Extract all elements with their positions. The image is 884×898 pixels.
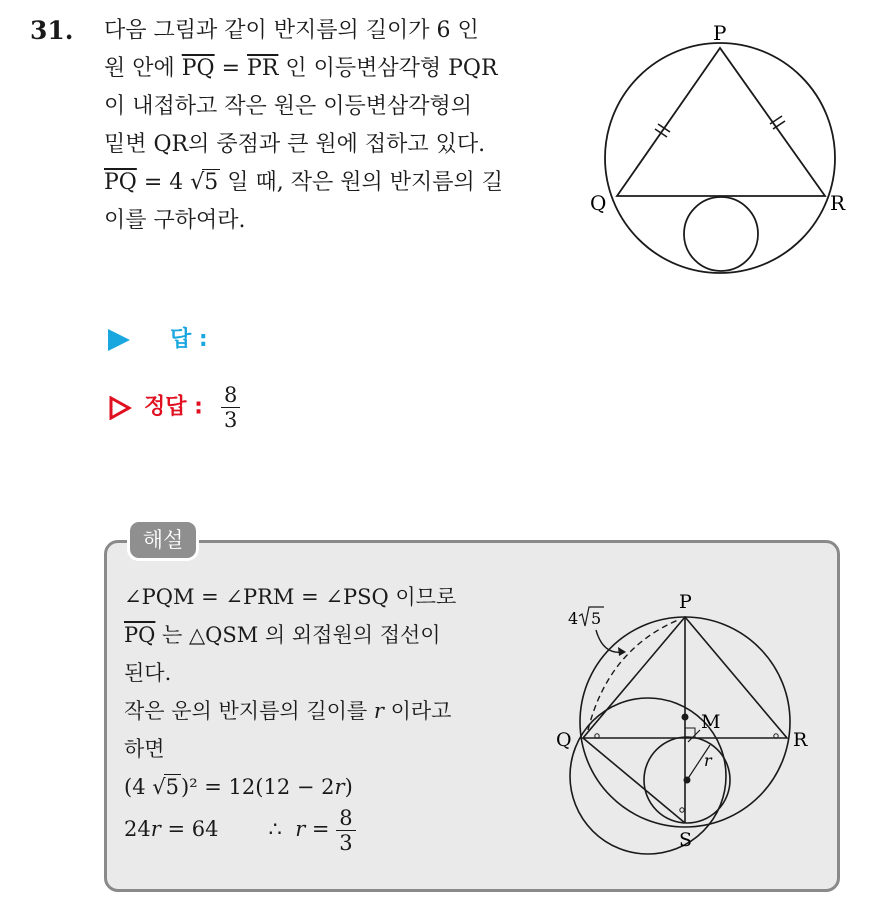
var-r: r <box>373 699 384 723</box>
question-line-6: 이를 구하여라. <box>104 208 246 233</box>
text-run: 이라고 <box>383 699 452 723</box>
var-r: r <box>295 817 306 841</box>
solution-line-7 <box>124 806 544 855</box>
text-run: 24 <box>124 817 151 841</box>
fraction-numerator: 8 <box>336 806 355 831</box>
label-p: P <box>713 21 727 45</box>
var-r: r <box>334 775 345 799</box>
text-run: 는 △QSM 의 외접원의 접선이 <box>155 623 441 647</box>
segment-pq: $\overline{PQ}$ <box>124 623 156 647</box>
text-run: ) <box>344 775 353 799</box>
text-run: 작은 운의 반지름의 길이를 <box>124 699 374 723</box>
play-icon <box>108 329 130 351</box>
var-r: r <box>150 817 161 841</box>
solution-line-2 <box>124 616 544 654</box>
fraction-denominator: 3 <box>339 831 353 855</box>
correct-answer-row <box>108 383 240 432</box>
angle-mark-s <box>680 808 684 812</box>
label-r: R <box>830 191 846 215</box>
correct-answer-fraction <box>221 383 240 432</box>
text-run: = <box>214 56 248 81</box>
fraction-denominator: 3 <box>223 408 238 432</box>
question-line-1: 다음 그림과 같이 반지름의 길이가 6 인 <box>104 18 479 43</box>
label-s: S <box>679 829 693 851</box>
solution-line-6 <box>124 768 544 806</box>
solution-fraction <box>336 806 355 855</box>
sqrt-radicand: 5 <box>165 775 179 799</box>
point-center-big <box>682 714 689 721</box>
answer-label: 답 : <box>170 327 208 352</box>
label-len-4: 4 <box>568 609 579 628</box>
solution-line-4 <box>124 692 544 730</box>
therefore-symbol: ∴ <box>268 817 282 841</box>
text-run: = <box>305 817 330 841</box>
text-run: (4 √ <box>124 775 166 799</box>
solution-line-3: 된다. <box>124 661 172 685</box>
segment-pq: $\overline{PQ}$ <box>181 56 215 81</box>
fraction-numerator: 8 <box>221 383 240 408</box>
answer-row <box>108 322 208 353</box>
text-run: )² = 12(12 − 2 <box>181 775 335 799</box>
arrowhead <box>618 647 626 656</box>
correct-answer-label: 정답 : <box>144 394 203 420</box>
question-figure <box>585 18 855 288</box>
segment-pr: $\overline{PR}$ <box>247 56 279 81</box>
tick-marks <box>655 116 785 137</box>
question-line-4: 밑변 QR의 중점과 큰 원에 접하고 있다. <box>104 132 486 157</box>
label-q: Q <box>590 191 607 215</box>
point-center-small <box>684 777 691 784</box>
solution-figure <box>548 580 828 855</box>
question-line-3: 이 내접하고 작은 원은 이등변삼각형의 <box>104 94 473 119</box>
question-line-5 <box>104 164 574 202</box>
text-run: = 4 √ <box>136 170 205 195</box>
label-m: M <box>701 711 721 733</box>
question-text <box>104 12 574 240</box>
label-p: P <box>679 591 692 613</box>
question-line-2 <box>104 50 574 88</box>
text-run: 인 이등변삼각형 PQR <box>278 56 498 81</box>
question-number: 31. <box>30 16 74 45</box>
big-circle <box>605 43 835 273</box>
label-r-var: r <box>704 751 712 770</box>
arrow-m <box>688 730 700 742</box>
solution-line-1: ∠PQM = ∠PRM = ∠PSQ 이므로 <box>124 585 457 609</box>
text-run: = 64 <box>160 817 219 841</box>
label-r: R <box>793 729 808 751</box>
sqrt-radicand: 5 <box>204 170 219 195</box>
small-circle <box>684 197 758 271</box>
solution-badge: 해설 <box>127 519 199 561</box>
outline-triangle-icon <box>108 396 132 420</box>
label-len-5: 5 <box>591 609 602 628</box>
label-q: Q <box>556 729 572 751</box>
solution-text <box>124 578 544 855</box>
text-run: 원 안에 <box>104 56 182 81</box>
solution-line-5: 하면 <box>124 737 165 761</box>
segment-pq: $\overline{PQ}$ <box>104 170 137 195</box>
text-run: 일 때, 작은 원의 반지름의 길 <box>220 170 504 195</box>
